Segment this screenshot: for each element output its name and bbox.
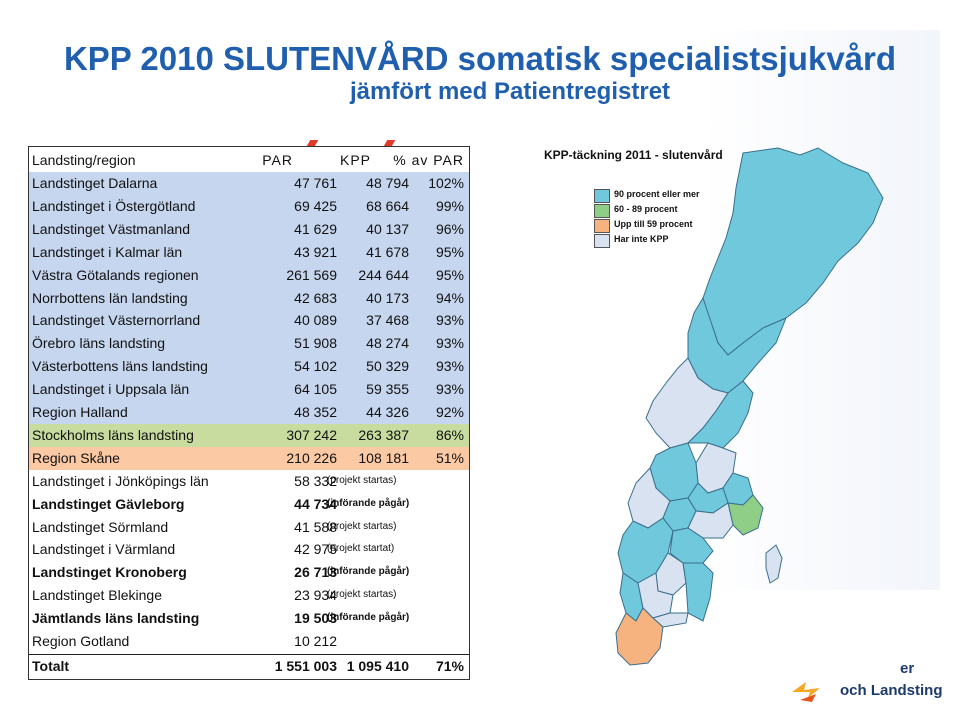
table-header-row xyxy=(29,149,469,172)
table-total-row xyxy=(29,654,469,678)
cell-region: Västra Götalands regionen xyxy=(32,266,199,283)
cell-region: Landstinget Sörmland xyxy=(32,518,169,535)
cell-pct: 96% xyxy=(435,220,464,237)
cell-par: 42 975 xyxy=(294,541,337,558)
cell-kpp: 48 274 xyxy=(366,335,409,352)
cell-kpp: 41 678 xyxy=(366,243,409,260)
cell-note: (projekt startas) xyxy=(327,520,397,532)
cell-par: 10 212 xyxy=(294,633,337,649)
cell-pct: 92% xyxy=(435,404,464,420)
table-row xyxy=(29,470,469,493)
cell-kpp: 263 387 xyxy=(358,426,409,443)
cell-par: 69 425 xyxy=(294,197,337,214)
cell-kpp: 40 173 xyxy=(366,289,409,306)
cell-note: (införande pågår) xyxy=(327,566,410,578)
page-subtitle: jämfört med Patientregistret xyxy=(349,78,671,105)
cell-pct: 86% xyxy=(435,426,464,443)
cell-region: Stockholms läns landsting xyxy=(32,426,194,443)
cell-par: 54 102 xyxy=(294,358,337,375)
table-row xyxy=(29,607,469,630)
cell-kpp: 48 794 xyxy=(366,175,409,191)
cell-pct: 93% xyxy=(435,358,464,375)
cell-total-label: Totalt xyxy=(32,657,70,674)
legend-label: 90 procent eller mer xyxy=(614,189,700,199)
cell-region: Landstinget Västernorrland xyxy=(32,312,201,329)
legend-swatch xyxy=(594,219,610,233)
cell-region: Norrbottens län landsting xyxy=(32,289,188,306)
coverage-table xyxy=(28,146,470,680)
cell-kpp: 244 644 xyxy=(358,266,409,283)
cell-region: Jämtlands läns landsting xyxy=(32,610,200,627)
cell-par: 64 105 xyxy=(294,381,337,398)
table-row xyxy=(29,584,469,607)
cell-par: 19 503 xyxy=(294,610,337,627)
cell-par: 307 242 xyxy=(286,426,337,443)
legend-label: Har inte KPP xyxy=(614,234,669,244)
cell-pct: 93% xyxy=(435,381,464,398)
cell-par: 58 332 xyxy=(294,472,337,489)
table-row xyxy=(29,401,469,424)
legend-label: 60 - 89 procent xyxy=(614,204,678,214)
cell-region: Landstinget Dalarna xyxy=(32,175,158,191)
table-row xyxy=(29,447,469,470)
cell-total-par: 1 551 003 xyxy=(274,657,337,674)
table-row xyxy=(29,332,469,355)
cell-region: Landstinget Gävleborg xyxy=(32,495,185,512)
table-row xyxy=(29,561,469,584)
cell-kpp: 37 468 xyxy=(366,312,409,329)
cell-note: (projekt startat) xyxy=(327,543,395,555)
sweden-map-panel xyxy=(538,143,910,697)
cell-region: Landstinget Västmanland xyxy=(32,220,190,237)
cell-par: 23 934 xyxy=(294,587,337,604)
header-pct: % av PAR xyxy=(393,152,464,168)
cell-pct: 99% xyxy=(435,197,464,214)
cell-region: Västerbottens läns landsting xyxy=(32,358,208,375)
cell-region: Landstinget Kronoberg xyxy=(32,564,187,581)
table-row xyxy=(29,355,469,378)
header-par: PAR xyxy=(262,152,293,168)
cell-par: 51 908 xyxy=(294,335,337,352)
cell-par: 26 713 xyxy=(294,564,337,581)
logo-text-line2: och Landsting xyxy=(840,682,943,699)
table-row xyxy=(29,218,469,241)
table-row xyxy=(29,424,469,447)
table-row xyxy=(29,309,469,332)
cell-note: (införande pågår) xyxy=(327,612,410,624)
map-region-gotland xyxy=(766,545,782,583)
header-region: Landsting/region xyxy=(32,152,136,168)
table-row xyxy=(29,264,469,287)
table-row xyxy=(29,630,469,653)
cell-kpp: 44 326 xyxy=(366,404,409,420)
cell-region: Region Gotland xyxy=(32,633,130,649)
cell-par: 44 734 xyxy=(294,495,337,512)
legend-swatch xyxy=(594,189,610,203)
cell-pct: 93% xyxy=(435,335,464,352)
table-row xyxy=(29,195,469,218)
cell-total-pct: 71% xyxy=(435,657,464,674)
cell-pct: 95% xyxy=(435,243,464,260)
cell-note: (projekt startas) xyxy=(327,474,397,486)
cell-kpp: 59 355 xyxy=(366,381,409,398)
cell-kpp: 50 329 xyxy=(366,358,409,375)
cell-region: Region Skåne xyxy=(32,449,120,466)
table-row xyxy=(29,538,469,561)
cell-region: Landstinget i Jönköpings län xyxy=(32,472,209,489)
cell-kpp: 108 181 xyxy=(358,449,409,466)
cell-kpp: 40 137 xyxy=(366,220,409,237)
cell-pct: 93% xyxy=(435,312,464,329)
table-row xyxy=(29,493,469,516)
cell-par: 41 588 xyxy=(294,518,337,535)
header-kpp: KPP xyxy=(339,152,371,168)
cell-par: 48 352 xyxy=(294,404,337,420)
cell-par: 41 629 xyxy=(294,220,337,237)
cell-region: Örebro läns landsting xyxy=(32,335,166,352)
page-title: KPP 2010 SLUTENVÅRD somatisk specialistsjukvård xyxy=(63,40,897,77)
cell-region: Region Halland xyxy=(32,404,128,420)
cell-total-kpp: 1 095 410 xyxy=(346,657,409,674)
cell-par: 43 921 xyxy=(294,243,337,260)
cell-par: 40 089 xyxy=(294,312,337,329)
cell-kpp: 68 664 xyxy=(366,197,409,214)
cell-region: Landstinget i Kalmar län xyxy=(32,243,183,260)
cell-pct: 95% xyxy=(435,266,464,283)
cell-region: Landstinget i Östergötland xyxy=(32,197,196,214)
cell-pct: 102% xyxy=(428,175,464,191)
cell-note: (projekt startas) xyxy=(327,589,397,601)
legend-label: Upp till 59 procent xyxy=(614,219,693,229)
logo-text-line1: er xyxy=(900,660,915,677)
legend-swatch xyxy=(594,204,610,218)
cell-region: Landstinget Blekinge xyxy=(32,587,162,604)
map-title: KPP-täckning 2011 - slutenvård xyxy=(544,148,723,162)
cell-par: 42 683 xyxy=(294,289,337,306)
map-region-kalmar xyxy=(683,563,713,621)
cell-par: 210 226 xyxy=(286,449,337,466)
cell-region: Landstinget i Värmland xyxy=(32,541,176,558)
cell-par: 47 761 xyxy=(294,175,337,191)
cell-region: Landstinget i Uppsala län xyxy=(32,381,190,398)
table-row xyxy=(29,378,469,401)
logo-mark-icon xyxy=(790,678,824,704)
table-row xyxy=(29,516,469,539)
cell-pct: 51% xyxy=(435,449,464,466)
organization-logo xyxy=(790,660,950,710)
map-region-north xyxy=(703,148,883,355)
table-row xyxy=(29,241,469,264)
table-row xyxy=(29,287,469,310)
cell-par: 261 569 xyxy=(286,266,337,283)
cell-pct: 94% xyxy=(435,289,464,306)
cell-note: (införande pågår) xyxy=(327,497,410,509)
legend-swatch xyxy=(594,234,610,248)
table-row xyxy=(29,172,469,195)
